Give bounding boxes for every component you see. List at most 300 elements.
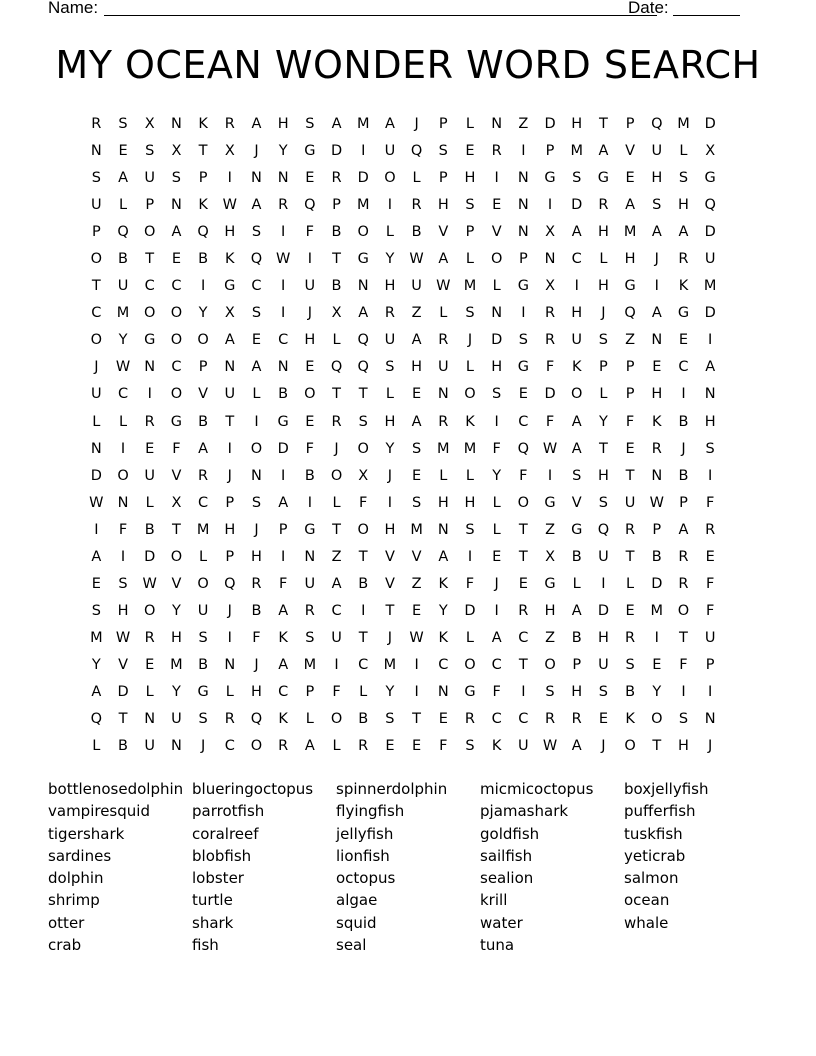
grid-letter[interactable]: F [625, 413, 635, 430]
grid-letter[interactable]: S [598, 332, 609, 349]
name-blank-line[interactable] [104, 15, 657, 16]
grid-letter[interactable]: D [544, 386, 556, 403]
grid-letter[interactable]: G [544, 170, 556, 187]
grid-letter[interactable]: G [544, 494, 556, 511]
grid-letter[interactable]: Q [250, 251, 263, 268]
grid-letter[interactable]: R [544, 711, 556, 728]
grid-letter[interactable]: M [303, 656, 317, 673]
grid-letter[interactable]: A [278, 494, 289, 511]
grid-letter[interactable]: J [494, 575, 499, 592]
grid-letter[interactable]: N [277, 359, 289, 376]
grid-letter[interactable]: S [678, 711, 689, 728]
grid-letter[interactable]: Y [171, 602, 181, 619]
grid-letter[interactable]: P [705, 656, 715, 673]
grid-letter[interactable]: D [571, 197, 583, 214]
grid-letter[interactable]: V [171, 575, 182, 592]
grid-letter[interactable]: V [384, 575, 395, 592]
grid-letter[interactable]: R [278, 738, 289, 755]
grid-letter[interactable]: X [224, 305, 235, 322]
grid-letter[interactable]: B [651, 548, 662, 565]
grid-letter[interactable]: S [305, 116, 315, 132]
grid-letter[interactable]: C [117, 386, 129, 403]
grid-letter[interactable]: F [545, 359, 555, 376]
grid-letter[interactable]: W [542, 440, 558, 457]
grid-letter[interactable]: I [681, 386, 686, 403]
grid-letter[interactable]: U [91, 386, 102, 403]
grid-letter[interactable]: K [198, 197, 208, 214]
grid-letter[interactable]: A [651, 305, 662, 322]
grid-letter[interactable]: W [142, 575, 157, 592]
grid-letter[interactable]: S [118, 116, 128, 132]
grid-letter[interactable]: L [465, 251, 475, 268]
grid-letter[interactable]: E [492, 197, 502, 214]
grid-letter[interactable]: H [464, 170, 476, 187]
grid-letter[interactable]: I [387, 494, 393, 511]
grid-letter[interactable]: M [116, 305, 130, 322]
grid-letter[interactable]: L [492, 494, 501, 511]
grid-letter[interactable]: W [115, 629, 131, 646]
grid-letter[interactable]: A [411, 413, 422, 430]
grid-letter[interactable]: U [651, 143, 663, 160]
grid-letter[interactable]: Q [624, 305, 636, 322]
grid-letter[interactable]: Q [117, 224, 129, 241]
grid-letter[interactable]: T [518, 521, 528, 538]
grid-letter[interactable]: N [251, 170, 262, 187]
grid-letter[interactable]: E [705, 548, 715, 565]
grid-letter[interactable]: G [597, 170, 610, 187]
grid-letter[interactable]: E [598, 711, 608, 728]
grid-letter[interactable]: H [624, 251, 636, 268]
grid-letter[interactable]: G [677, 305, 690, 322]
grid-letter[interactable]: D [117, 683, 129, 700]
grid-letter[interactable]: R [625, 629, 636, 646]
grid-letter[interactable]: U [518, 738, 529, 755]
grid-letter[interactable]: J [254, 656, 259, 673]
grid-letter[interactable]: R [544, 332, 556, 349]
grid-letter[interactable]: O [170, 332, 183, 349]
grid-letter[interactable]: P [225, 548, 235, 565]
grid-letter[interactable]: J [601, 305, 606, 322]
grid-letter[interactable]: H [224, 521, 236, 538]
grid-letter[interactable]: L [412, 170, 421, 187]
grid-letter[interactable]: R [678, 575, 689, 592]
date-blank-line[interactable] [673, 15, 740, 16]
grid-letter[interactable]: W [89, 494, 104, 511]
grid-letter[interactable]: P [145, 197, 155, 214]
grid-letter[interactable]: N [357, 278, 369, 295]
grid-letter[interactable]: C [571, 251, 582, 268]
grid-letter[interactable]: X [705, 143, 716, 160]
grid-letter[interactable]: I [227, 170, 232, 187]
grid-letter[interactable]: F [252, 629, 261, 646]
grid-letter[interactable]: E [492, 548, 502, 565]
grid-letter[interactable]: K [571, 359, 582, 376]
grid-letter[interactable]: I [120, 548, 126, 565]
grid-letter[interactable]: L [626, 575, 635, 592]
grid-letter[interactable]: L [332, 738, 341, 755]
grid-letter[interactable]: H [251, 683, 262, 700]
grid-letter[interactable]: U [384, 143, 396, 160]
grid-letter[interactable]: L [332, 332, 341, 349]
grid-letter[interactable]: N [170, 197, 182, 214]
grid-letter[interactable]: J [708, 738, 713, 755]
grid-letter[interactable]: T [385, 602, 395, 619]
grid-letter[interactable]: V [171, 467, 182, 484]
grid-letter[interactable]: A [251, 197, 262, 214]
grid-letter[interactable]: I [547, 467, 553, 484]
grid-letter[interactable]: A [571, 224, 582, 241]
grid-letter[interactable]: M [196, 521, 210, 538]
grid-letter[interactable]: F [172, 440, 181, 457]
grid-letter[interactable]: I [601, 575, 606, 592]
grid-letter[interactable]: H [597, 224, 609, 241]
grid-letter[interactable]: A [171, 224, 182, 241]
grid-letter[interactable]: P [198, 170, 208, 187]
grid-letter[interactable]: E [438, 711, 448, 728]
grid-letter[interactable]: S [118, 575, 128, 592]
grid-letter[interactable]: J [467, 332, 473, 349]
grid-letter[interactable]: O [197, 332, 209, 349]
grid-letter[interactable]: B [304, 467, 315, 484]
grid-letter[interactable]: A [304, 738, 315, 755]
grid-letter[interactable]: A [625, 197, 636, 214]
grid-letter[interactable]: H [678, 738, 689, 755]
grid-letter[interactable]: N [170, 116, 182, 132]
grid-letter[interactable]: A [705, 359, 716, 376]
grid-letter[interactable]: G [277, 413, 289, 430]
grid-letter[interactable]: C [91, 305, 102, 322]
grid-letter[interactable]: B [198, 656, 209, 673]
grid-letter[interactable]: C [251, 278, 262, 295]
grid-letter[interactable]: G [357, 251, 369, 268]
grid-letter[interactable]: H [597, 467, 609, 484]
grid-letter[interactable]: S [705, 440, 715, 457]
grid-letter[interactable]: R [384, 305, 395, 322]
grid-letter[interactable]: E [652, 656, 662, 673]
grid-letter[interactable]: V [571, 494, 582, 511]
grid-letter[interactable]: P [518, 251, 528, 268]
grid-letter[interactable]: S [545, 683, 555, 700]
grid-letter[interactable]: J [227, 467, 232, 484]
grid-letter[interactable]: D [544, 116, 556, 132]
grid-letter[interactable]: Z [411, 575, 422, 592]
grid-letter[interactable]: Y [385, 251, 395, 268]
grid-letter[interactable]: X [171, 143, 182, 160]
grid-letter[interactable]: O [144, 305, 156, 322]
grid-letter[interactable]: I [574, 278, 579, 295]
grid-letter[interactable]: O [544, 656, 556, 673]
grid-letter[interactable]: R [144, 413, 155, 430]
grid-letter[interactable]: S [305, 629, 315, 646]
grid-letter[interactable]: I [200, 278, 206, 295]
grid-letter[interactable]: D [597, 602, 609, 619]
grid-letter[interactable]: H [544, 602, 556, 619]
grid-letter[interactable]: J [307, 305, 312, 322]
grid-letter[interactable]: U [224, 386, 236, 403]
grid-letter[interactable]: R [251, 575, 262, 592]
grid-letter[interactable]: N [90, 440, 102, 457]
grid-letter[interactable]: N [144, 711, 156, 728]
grid-letter[interactable]: N [517, 224, 529, 241]
grid-letter[interactable]: F [465, 575, 475, 592]
grid-letter[interactable]: R [411, 197, 422, 214]
grid-letter[interactable]: R [625, 521, 636, 538]
grid-letter[interactable]: J [654, 251, 659, 268]
grid-letter[interactable]: G [571, 521, 583, 538]
grid-letter[interactable]: G [517, 359, 529, 376]
grid-letter[interactable]: N [304, 548, 316, 565]
grid-letter[interactable]: H [651, 170, 663, 187]
grid-letter[interactable]: Y [385, 440, 395, 457]
grid-letter[interactable]: V [198, 386, 209, 403]
grid-letter[interactable]: S [411, 494, 422, 511]
grid-letter[interactable]: U [571, 332, 583, 349]
grid-letter[interactable]: R [491, 143, 502, 160]
grid-letter[interactable]: U [411, 278, 422, 295]
grid-letter[interactable]: R [331, 170, 342, 187]
grid-letter[interactable]: S [171, 170, 182, 187]
grid-letter[interactable]: E [465, 143, 475, 160]
grid-letter[interactable]: P [652, 521, 662, 538]
grid-letter[interactable]: L [252, 386, 261, 403]
grid-letter[interactable]: R [705, 521, 716, 538]
grid-letter[interactable]: U [598, 548, 609, 565]
grid-letter[interactable]: R [438, 413, 449, 430]
grid-letter[interactable]: C [358, 656, 369, 673]
grid-letter[interactable]: D [704, 224, 716, 241]
grid-letter[interactable]: Y [385, 683, 395, 700]
grid-letter[interactable]: I [547, 197, 553, 214]
grid-letter[interactable]: T [625, 548, 635, 565]
grid-letter[interactable]: H [384, 278, 396, 295]
grid-letter[interactable]: C [491, 711, 502, 728]
grid-letter[interactable]: L [492, 278, 501, 295]
grid-letter[interactable]: W [649, 494, 664, 511]
grid-letter[interactable]: G [197, 683, 209, 700]
grid-letter[interactable]: T [332, 386, 341, 403]
grid-letter[interactable]: U [304, 575, 316, 592]
grid-letter[interactable]: X [224, 143, 235, 160]
grid-letter[interactable]: P [438, 170, 448, 187]
grid-letter[interactable]: G [464, 683, 476, 700]
grid-letter[interactable]: C [278, 332, 289, 349]
grid-letter[interactable]: T [332, 251, 341, 268]
grid-letter[interactable]: J [227, 602, 232, 619]
grid-letter[interactable]: L [465, 629, 475, 646]
grid-letter[interactable]: N [491, 305, 503, 322]
grid-letter[interactable]: N [90, 143, 102, 160]
grid-letter[interactable]: D [651, 575, 663, 592]
grid-letter[interactable]: O [357, 440, 369, 457]
grid-letter[interactable]: R [518, 602, 529, 619]
grid-letter[interactable]: M [170, 656, 183, 673]
grid-letter[interactable]: T [652, 738, 662, 755]
grid-letter[interactable]: H [384, 521, 396, 538]
grid-letter[interactable]: M [463, 278, 477, 295]
grid-letter[interactable]: H [571, 683, 583, 700]
grid-letter[interactable]: B [678, 413, 689, 430]
grid-letter[interactable]: P [545, 143, 555, 160]
grid-letter[interactable]: C [278, 683, 289, 700]
grid-letter[interactable]: L [679, 143, 688, 160]
grid-letter[interactable]: S [598, 494, 609, 511]
grid-letter[interactable]: G [517, 278, 529, 295]
grid-letter[interactable]: R [651, 440, 662, 457]
grid-letter[interactable]: I [414, 683, 419, 700]
grid-letter[interactable]: H [411, 359, 423, 376]
grid-letter[interactable]: D [357, 170, 369, 187]
grid-letter[interactable]: G [304, 521, 316, 538]
grid-letter[interactable]: O [117, 467, 129, 484]
grid-letter[interactable]: K [625, 711, 635, 728]
grid-letter[interactable]: B [118, 251, 128, 268]
grid-letter[interactable]: E [652, 359, 662, 376]
grid-letter[interactable]: U [304, 278, 316, 295]
grid-letter[interactable]: P [225, 494, 235, 511]
grid-letter[interactable]: Y [198, 305, 208, 322]
grid-letter[interactable]: T [518, 656, 528, 673]
grid-letter[interactable]: Z [625, 332, 636, 349]
grid-letter[interactable]: P [465, 224, 475, 241]
grid-letter[interactable]: H [437, 197, 449, 214]
grid-letter[interactable]: T [171, 521, 181, 538]
grid-letter[interactable]: D [90, 467, 102, 484]
grid-letter[interactable]: E [678, 332, 689, 349]
grid-letter[interactable]: A [278, 656, 289, 673]
grid-letter[interactable]: M [437, 440, 450, 457]
grid-letter[interactable]: L [599, 386, 608, 403]
grid-letter[interactable]: H [384, 413, 396, 430]
grid-letter[interactable]: J [254, 521, 259, 538]
grid-letter[interactable]: M [623, 224, 637, 241]
grid-letter[interactable]: P [572, 656, 582, 673]
grid-letter[interactable]: S [678, 170, 689, 187]
grid-letter[interactable]: R [224, 711, 235, 728]
grid-letter[interactable]: E [518, 386, 528, 403]
grid-letter[interactable]: P [679, 494, 688, 511]
grid-letter[interactable]: Y [171, 683, 181, 700]
grid-letter[interactable]: I [281, 278, 286, 295]
grid-letter[interactable]: L [385, 386, 394, 403]
grid-letter[interactable]: J [334, 440, 339, 457]
grid-letter[interactable]: M [90, 629, 103, 646]
grid-letter[interactable]: L [572, 575, 581, 592]
grid-letter[interactable]: U [384, 332, 396, 349]
grid-letter[interactable]: S [465, 521, 475, 538]
grid-letter[interactable]: P [91, 224, 101, 241]
grid-letter[interactable]: I [361, 143, 366, 160]
grid-letter[interactable]: A [678, 521, 689, 538]
grid-letter[interactable]: L [465, 359, 475, 376]
grid-letter[interactable]: C [171, 278, 182, 295]
grid-letter[interactable]: L [145, 683, 154, 700]
grid-letter[interactable]: T [412, 711, 422, 728]
grid-letter[interactable]: Y [652, 683, 662, 700]
grid-letter[interactable]: E [625, 602, 635, 619]
grid-letter[interactable]: Z [545, 521, 555, 538]
grid-letter[interactable]: O [170, 386, 183, 403]
grid-letter[interactable]: G [544, 575, 556, 592]
grid-letter[interactable]: L [118, 197, 128, 214]
grid-letter[interactable]: E [412, 738, 422, 755]
grid-letter[interactable]: U [144, 738, 156, 755]
grid-letter[interactable]: E [145, 656, 155, 673]
grid-letter[interactable]: L [439, 305, 448, 322]
grid-letter[interactable]: A [571, 602, 582, 619]
grid-letter[interactable]: A [411, 332, 422, 349]
grid-letter[interactable]: P [438, 116, 448, 132]
grid-letter[interactable]: Q [90, 711, 103, 728]
grid-letter[interactable]: R [358, 738, 369, 755]
grid-letter[interactable]: S [465, 738, 475, 755]
grid-letter[interactable]: H [571, 305, 583, 322]
grid-letter[interactable]: D [277, 440, 289, 457]
grid-letter[interactable]: T [225, 413, 235, 430]
grid-letter[interactable]: M [650, 602, 664, 619]
grid-letter[interactable]: M [356, 116, 370, 132]
grid-letter[interactable]: E [625, 170, 635, 187]
grid-letter[interactable]: B [278, 386, 289, 403]
grid-letter[interactable]: F [545, 413, 555, 430]
grid-letter[interactable]: S [91, 170, 101, 187]
grid-letter[interactable]: Y [438, 602, 448, 619]
grid-letter[interactable]: S [625, 656, 635, 673]
grid-letter[interactable]: B [251, 602, 262, 619]
grid-letter[interactable]: I [708, 467, 713, 484]
grid-letter[interactable]: U [91, 197, 102, 214]
grid-letter[interactable]: B [358, 575, 369, 592]
grid-letter[interactable]: F [492, 683, 501, 700]
grid-letter[interactable]: O [90, 332, 103, 349]
grid-letter[interactable]: M [677, 116, 690, 132]
grid-letter[interactable]: V [438, 224, 449, 241]
grid-letter[interactable]: G [144, 332, 156, 349]
grid-letter[interactable]: C [331, 602, 342, 619]
grid-letter[interactable]: B [625, 683, 636, 700]
grid-letter[interactable]: O [517, 494, 530, 511]
grid-letter[interactable]: J [387, 629, 393, 646]
grid-letter[interactable]: C [678, 359, 689, 376]
grid-letter[interactable]: A [251, 116, 262, 132]
grid-letter[interactable]: E [412, 386, 422, 403]
grid-letter[interactable]: R [464, 711, 475, 728]
grid-letter[interactable]: P [305, 683, 315, 700]
grid-letter[interactable]: O [170, 548, 183, 565]
grid-letter[interactable]: S [465, 305, 475, 322]
grid-letter[interactable]: I [467, 548, 473, 565]
grid-letter[interactable]: R [678, 251, 689, 268]
grid-letter[interactable]: K [225, 251, 235, 268]
grid-letter[interactable]: X [545, 224, 555, 241]
grid-letter[interactable]: I [281, 224, 286, 241]
grid-letter[interactable]: X [331, 305, 342, 322]
grid-letter[interactable]: S [572, 467, 582, 484]
grid-letter[interactable]: F [439, 738, 448, 755]
grid-letter[interactable]: O [197, 575, 209, 592]
grid-letter[interactable]: U [171, 711, 182, 728]
grid-letter[interactable]: Q [704, 197, 716, 214]
grid-letter[interactable]: X [171, 494, 182, 511]
grid-letter[interactable]: Y [598, 413, 608, 430]
grid-letter[interactable]: V [491, 224, 502, 241]
grid-letter[interactable]: A [91, 548, 102, 565]
grid-letter[interactable]: O [330, 711, 343, 728]
grid-letter[interactable]: O [144, 602, 156, 619]
grid-letter[interactable]: J [94, 359, 99, 376]
grid-letter[interactable]: R [224, 116, 235, 132]
grid-letter[interactable]: I [521, 305, 526, 322]
grid-letter[interactable]: I [227, 629, 232, 646]
